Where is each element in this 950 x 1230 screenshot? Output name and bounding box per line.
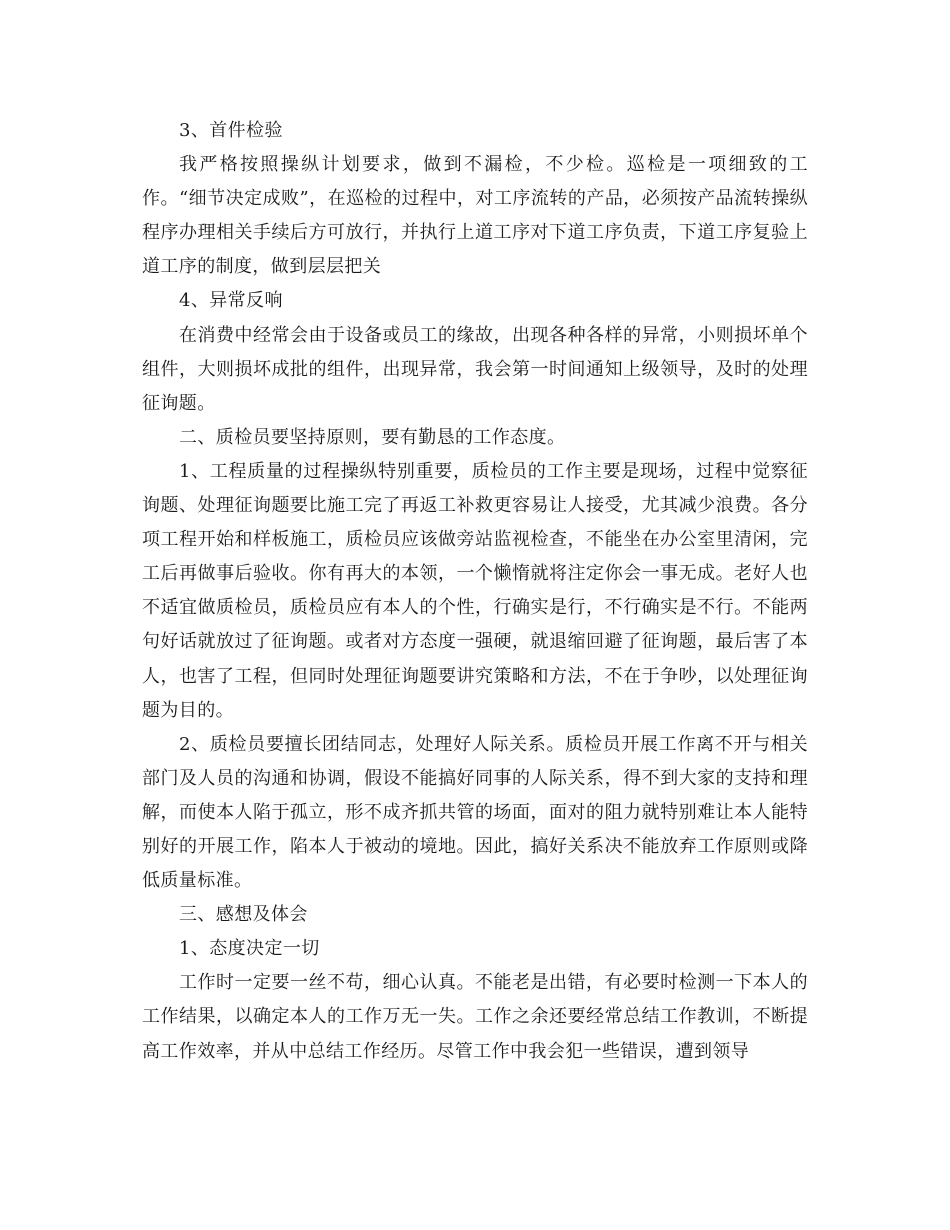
paragraph-patrol-inspection: 我严格按照操纵计划要求，做到不漏检，不少检。巡检是一项细致的工作。“细节决定成败”，在巡检的过程中，对工序流转的产品，必须按产品流转操纵程序办理相关手续后方可放行，并执行上道工序对下道工序负责，下道工序复验上道工序的制度，做到层层把关 bbox=[142, 154, 808, 278]
document-body bbox=[142, 114, 808, 1069]
heading-section-three: 三、感想及体会 bbox=[179, 904, 308, 926]
heading-abnormal-feedback: 4、异常反响 bbox=[179, 290, 283, 312]
heading-first-piece-inspection: 3、首件检验 bbox=[179, 120, 283, 141]
heading-attitude: 1、态度决定一切 bbox=[179, 938, 320, 960]
paragraph-process-control: 1、工程质量的过程操纵特别重要，质检员的工作主要是现场，过程中觉察征询题、处理征询题要比施工完了再返工补救更容易让人接受，尤其减少浪费。各分项工程开始和样板施工，质检员应该做旁站监视检查，不能坐在办公室里清闲，完工后再做事后验收。你有再大的本领，一个懒惰就将注定你会一事无成。老好人也不适宜做质检员，质检员应有本人的个性，行确实是行，不行确实是不行。不能两句好话就放过了征询题。或者对方态度一强硬，就退缩回避了征询题，最后害了本人，也害了工程，但同时处理征询题要讲究策略和方法，不在于争吵，以处理征询题为目的。 bbox=[142, 460, 808, 721]
paragraph-abnormal-handling: 在消费中经常会由于设备或员工的缘故，出现各种各样的异常，小则损坏单个组件，大则损坏成批的组件，出现异常，我会第一时间通知上级领导，及时的处理征询题。 bbox=[142, 324, 808, 414]
heading-section-two: 二、质检员要坚持原则，要有勤恳的工作态度。 bbox=[179, 426, 566, 448]
paragraph-relationships: 2、质检员要擅长团结同志，处理好人际关系。质检员开展工作离不开与相关部门及人员的沟通和协调，假设不能搞好同事的人际关系，得不到大家的支持和理解，而使本人陷于孤立，形不成齐抓共管的场面，面对的阻力就特别难让本人能特别好的开展工作，陷本人于被动的境地。因此，搞好关系决不能放弃工作原则或降低质量标准。 bbox=[142, 733, 808, 892]
paragraph-attitude: 工作时一定要一丝不苟，细心认真。不能老是出错，有必要时检测一下本人的工作结果，以确定本人的工作万无一失。工作之余还要经常总结工作教训，不断提高工作效率，并从中总结工作经历。尽管工作中我会犯一些错误，遭到领导 bbox=[142, 972, 808, 1062]
